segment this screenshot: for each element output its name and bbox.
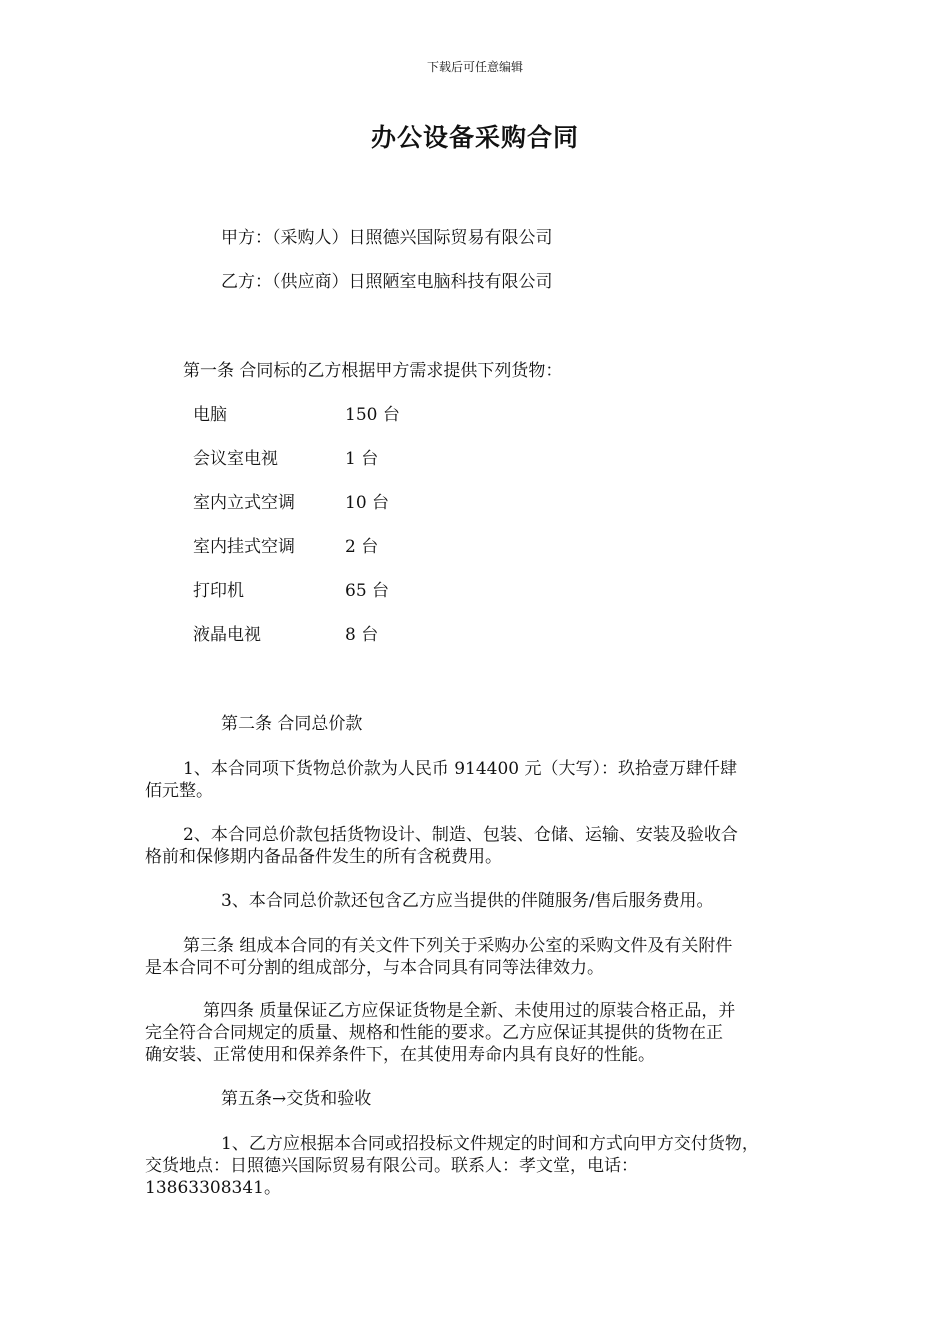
article5-heading: 第五条→交货和验收 bbox=[221, 1089, 372, 1109]
goods-item-qty: 65 台 bbox=[345, 581, 390, 601]
article4-line2: 完全符合合同规定的质量、规格和性能的要求。乙方应保证其提供的货物在正 bbox=[145, 1023, 723, 1043]
article5-clause1-line1: 1、乙方应根据本合同或招投标文件规定的时间和方式向甲方交付货物， bbox=[221, 1134, 759, 1154]
goods-item-name: 打印机 bbox=[193, 581, 244, 601]
article5-clause1-line3: 13863308341。 bbox=[145, 1178, 281, 1198]
party-b: 乙方：（供应商）日照陋室电脑科技有限公司 bbox=[221, 272, 553, 292]
goods-item-qty: 1 台 bbox=[345, 449, 379, 469]
article5-clause1-line2: 交货地点：日照德兴国际贸易有限公司。联系人：孝文堂，电话： bbox=[145, 1156, 638, 1176]
goods-item-qty: 8 台 bbox=[345, 625, 379, 645]
article3-line1: 第三条 组成本合同的有关文件下列关于采购办公室的采购文件及有关附件 bbox=[183, 936, 733, 956]
goods-item-name: 室内立式空调 bbox=[193, 493, 295, 513]
article2-clause1-line2: 佰元整。 bbox=[145, 781, 213, 801]
article2-clause1-line1: 1、本合同项下货物总价款为人民币 914400 元（大写）：玖拾壹万肆仟肆 bbox=[183, 759, 738, 779]
article1-heading: 第一条 合同标的乙方根据甲方需求提供下列货物： bbox=[183, 361, 563, 381]
goods-item-name: 室内挂式空调 bbox=[193, 537, 295, 557]
party-a: 甲方：（采购人）日照德兴国际贸易有限公司 bbox=[221, 228, 553, 248]
article4-line3: 确安装、正常使用和保养条件下，在其使用寿命内具有良好的性能。 bbox=[145, 1045, 655, 1065]
goods-item-name: 会议室电视 bbox=[193, 449, 278, 469]
goods-item-qty: 2 台 bbox=[345, 537, 379, 557]
document-title: 办公设备采购合同 bbox=[370, 123, 579, 152]
article2-clause2-line2: 格前和保修期内备品备件发生的所有含税费用。 bbox=[145, 847, 502, 867]
goods-item-qty: 10 台 bbox=[345, 493, 390, 513]
header-note: 下载后可任意编辑 bbox=[426, 60, 523, 74]
goods-item-qty: 150 台 bbox=[345, 405, 400, 425]
article2-clause2-line1: 2、本合同总价款包括货物设计、制造、包装、仓储、运输、安装及验收合 bbox=[183, 825, 738, 845]
article2-heading: 第二条 合同总价款 bbox=[221, 714, 363, 734]
article2-clause3: 3、本合同总价款还包含乙方应当提供的伴随服务/售后服务费用。 bbox=[221, 891, 714, 911]
article4-line1: 第四条 质量保证乙方应保证货物是全新、未使用过的原装合格正品，并 bbox=[203, 1001, 736, 1021]
goods-item-name: 液晶电视 bbox=[193, 625, 261, 645]
goods-item-name: 电脑 bbox=[193, 405, 227, 425]
article3-line2: 是本合同不可分割的组成部分，与本合同具有同等法律效力。 bbox=[145, 958, 604, 978]
